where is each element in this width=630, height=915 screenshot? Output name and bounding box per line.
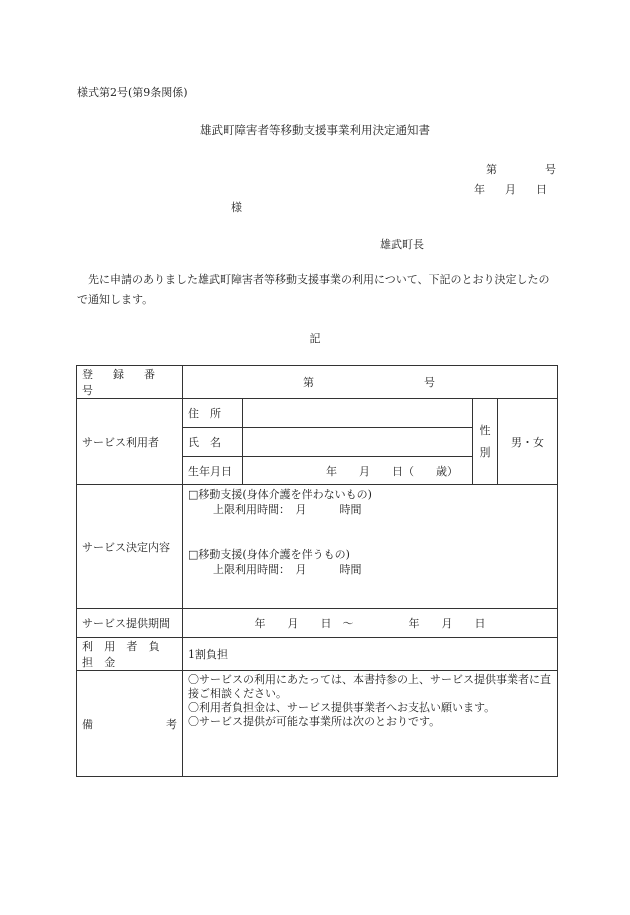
form-number-label: 様式第2号(第9条関係) xyxy=(77,86,188,99)
remarks-label-2: 考 xyxy=(166,717,177,731)
service2-title: □移動支援(身体介護を伴うもの) xyxy=(188,548,350,561)
birth-value[interactable]: 年 月 日（ 歳） xyxy=(243,457,473,485)
remarks-label-1: 備 xyxy=(82,717,93,731)
registration-label: 登 録 番 号 xyxy=(77,366,183,399)
address-label: 住 所 xyxy=(183,399,243,428)
service1-title: □移動支援(身体介護を伴わないもの) xyxy=(188,488,372,501)
remarks-label xyxy=(77,671,183,777)
remarks-content xyxy=(183,671,558,777)
gender-label xyxy=(473,399,498,485)
decision-label: サービス決定内容 xyxy=(77,485,183,609)
name-value[interactable] xyxy=(243,428,473,457)
period-row xyxy=(77,609,558,638)
date-day: 日 xyxy=(536,183,547,196)
date-year: 年 xyxy=(474,183,485,196)
gender-value[interactable]: 男・女 xyxy=(498,399,558,485)
birth-label: 生年月日 xyxy=(183,457,243,485)
registration-prefix: 第 xyxy=(303,376,314,389)
registration-number-cell xyxy=(183,366,558,399)
service-option-2[interactable] xyxy=(188,547,552,577)
number-suffix: 号 xyxy=(545,163,556,176)
address-row xyxy=(77,399,558,428)
document-title: 雄武町障害者等移動支援事業利用決定通知書 xyxy=(200,123,430,137)
name-label: 氏 名 xyxy=(183,428,243,457)
service-user-label: サービス利用者 xyxy=(77,399,183,485)
gender-label-text: 性別 xyxy=(479,423,491,459)
remark-2: 〇利用者負担金は、サービス提供事業者へお支払い願います。 xyxy=(188,701,496,714)
date-month: 月 xyxy=(505,183,516,196)
address-value[interactable] xyxy=(243,399,473,428)
period-value[interactable]: 年 月 日 ～ 年 月 日 xyxy=(183,609,558,638)
registration-suffix: 号 xyxy=(424,376,435,389)
registration-row xyxy=(77,366,558,399)
service-option-1[interactable] xyxy=(188,487,552,517)
addressee-suffix: 様 xyxy=(231,201,242,214)
decision-table xyxy=(76,365,558,777)
document-date xyxy=(474,181,547,197)
burden-row xyxy=(77,638,558,671)
remark-1: 〇サービスの利用にあたっては、本書持参の上、サービス提供事業者に直接ご相談ください。 xyxy=(188,673,551,700)
period-label: サービス提供期間 xyxy=(77,609,183,638)
burden-value: 1割負担 xyxy=(183,638,558,671)
document-number xyxy=(486,161,556,177)
decision-row xyxy=(77,485,558,609)
body-paragraph: 先に申請のありました雄武町障害者等移動支援事業の利用について、下記のとおり決定したので通知します。 xyxy=(77,273,550,306)
number-prefix: 第 xyxy=(486,163,497,176)
sender-name: 雄武町長 xyxy=(380,238,424,251)
burden-label: 利 用 者 負 担 金 xyxy=(77,638,183,671)
service2-limit: 上限利用時間： 月 時間 xyxy=(213,563,362,576)
decision-content xyxy=(183,485,558,609)
ki-heading: 記 xyxy=(309,332,321,345)
remark-3: 〇サービス提供が可能な事業所は次のとおりです。 xyxy=(188,715,441,728)
remarks-row xyxy=(77,671,558,777)
service1-limit: 上限利用時間： 月 時間 xyxy=(213,503,362,516)
